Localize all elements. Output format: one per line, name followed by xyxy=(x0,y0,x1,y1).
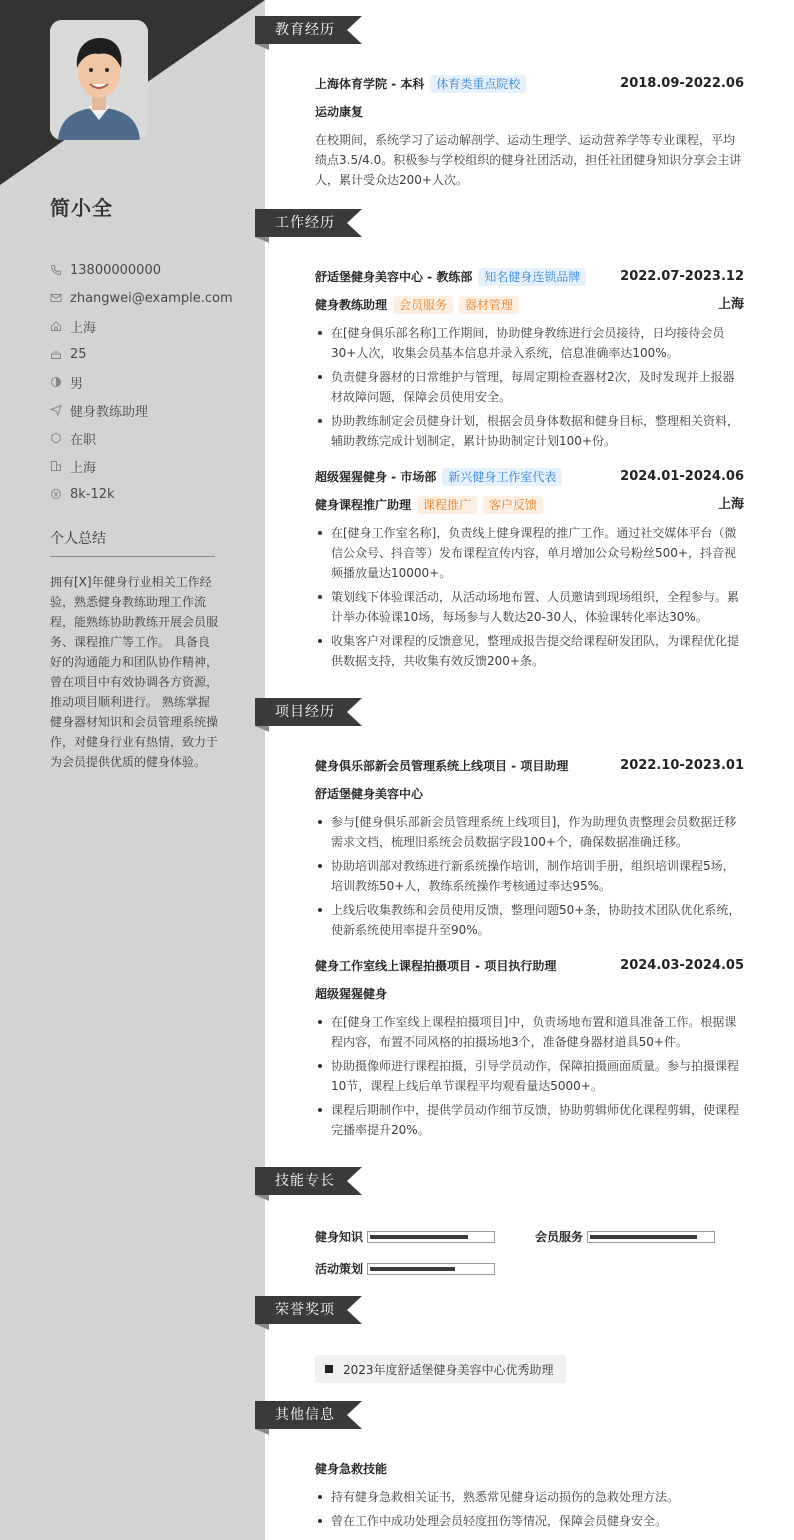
education-description: 在校期间，系统学习了运动解剖学、运动生理学、运动营养学等专业课程，平均绩点3.5/4.0。积极参与学校组织的健身社团活动，担任社团健身知识分享会主讲人，累计受众达200+人次。 xyxy=(315,133,742,187)
project-org-row xyxy=(315,780,744,808)
info-text: zhangwei@example.com xyxy=(70,290,233,306)
project-bullets xyxy=(315,812,744,940)
section-header xyxy=(255,1296,794,1324)
skills-section xyxy=(255,1167,794,1276)
section-title: 技能专长 xyxy=(275,1173,335,1189)
project-org: 舒适堡健身美容中心 xyxy=(315,787,424,801)
phone-icon xyxy=(50,264,62,276)
info-text: 13800000000 xyxy=(70,262,161,278)
position-icon xyxy=(50,404,62,416)
info-text: 在职 xyxy=(70,432,97,448)
project-header-row xyxy=(315,952,744,980)
school-tag: 体育类重点院校 xyxy=(430,75,526,93)
award-text: 2023年度舒适堡健身美容中心优秀助理 xyxy=(343,1362,554,1377)
project-org-row xyxy=(315,980,744,1008)
bullet-item: 协助培训部对教练进行新系统操作培训，制作培训手册，组织培训课程5场，培训教练50+人，教练系统操作考核通过率达95%。 xyxy=(315,856,744,896)
education-entry xyxy=(315,70,744,190)
education-date: 2018.09-2022.06 xyxy=(620,76,744,91)
award-bullet-icon xyxy=(325,1365,333,1373)
section-title: 工作经历 xyxy=(275,215,335,231)
company-tag: 知名健身连锁品牌 xyxy=(478,268,586,286)
profile-name: 简小全 xyxy=(50,196,113,220)
gender-icon xyxy=(50,376,62,388)
school-name: 上海体育学院 - 本科 xyxy=(315,77,425,91)
work-header-row xyxy=(315,463,744,491)
education-major-row xyxy=(315,98,744,126)
info-row-email xyxy=(50,284,233,312)
contact-info-list xyxy=(50,256,233,508)
bullet-item: 参与[健身俱乐部新会员管理系统上线项目]，作为助理负责整理会员数据迁移需求文档，梳理旧系统会员数据字段100+个，确保数据准确迁移。 xyxy=(315,812,744,852)
work-section xyxy=(255,209,794,668)
skill-item xyxy=(535,1228,715,1245)
main-content xyxy=(255,0,794,1540)
skill-name: 活动策划 xyxy=(315,1262,364,1276)
awards-section xyxy=(255,1296,794,1377)
work-location: 上海 xyxy=(717,497,744,512)
info-row-gender xyxy=(50,368,220,396)
section-title: 项目经历 xyxy=(275,704,335,720)
sidebar xyxy=(0,0,265,1540)
avatar xyxy=(50,20,148,140)
info-row-status xyxy=(50,424,220,452)
section-title: 其他信息 xyxy=(275,1407,335,1423)
company-name: 舒适堡健身美容中心 - 教练部 xyxy=(315,270,473,284)
info-row-salary xyxy=(50,480,220,508)
info-text: 上海 xyxy=(70,460,97,476)
projects-section xyxy=(255,698,794,1137)
summary-text: 拥有[X]年健身行业相关工作经验，熟悉健身教练助理工作流程，能熟练协助教练开展会员服务、课程推广等工作。 具备良好的沟通能力和团队协作精神，曾在项目中有效协调各方资源，推动项目顺利进行。 熟练掌握健身器材知识和会员管理系统操作，对健身行业有热情，致力于为会员提供优质的健身体验。 xyxy=(50,575,219,769)
work-header-row xyxy=(315,263,744,291)
company-name: 超级猩猩健身 - 市场部 xyxy=(315,470,437,484)
bullet-item: 上线后收集教练和会员使用反馈，整理问题50+条，协助技术团队优化系统，使新系统使用率提升至90%。 xyxy=(315,900,744,940)
project-entry xyxy=(315,952,744,1144)
education-section xyxy=(255,16,794,187)
skill-level-fill xyxy=(370,1235,468,1239)
section-header xyxy=(255,1401,794,1429)
skill-bar xyxy=(367,1263,495,1275)
bullet-item: 课程后期制作中，提供学员动作细节反馈，协助剪辑师优化课程剪辑，使课程完播率提升20%。 xyxy=(315,1100,744,1140)
other-section xyxy=(255,1401,794,1528)
age-icon xyxy=(50,348,62,360)
work-role-row xyxy=(315,491,744,519)
role-name: 健身教练助理 xyxy=(315,298,388,312)
bullet-item: 协助摄像师进行课程拍摄，引导学员动作，保障拍摄画面质量。参与拍摄课程10节，课程上线后单节课程平均观看量达5000+。 xyxy=(315,1056,744,1096)
award-item xyxy=(315,1355,566,1383)
project-date: 2022.10-2023.01 xyxy=(620,758,744,773)
other-heading-row xyxy=(315,1455,744,1483)
work-entry xyxy=(315,263,744,455)
project-entry xyxy=(315,752,744,944)
work-role-row xyxy=(315,291,744,319)
skill-item xyxy=(315,1260,495,1277)
project-bullets xyxy=(315,1012,744,1140)
section-header xyxy=(255,1167,794,1195)
skill-level-fill xyxy=(370,1267,455,1271)
other-bullets xyxy=(315,1487,744,1531)
info-text: 健身教练助理 xyxy=(70,404,149,420)
skill-bar xyxy=(367,1231,495,1243)
role-tag: 会员服务 xyxy=(393,296,453,314)
bullet-item: 在[健身工作室线上课程拍摄项目]中，负责场地布置和道具准备工作。根据课程内容，布置不同风格的拍摄场地3个，准备健身器材道具50+件。 xyxy=(315,1012,744,1052)
info-row-age xyxy=(50,340,220,368)
bullet-item: 在[健身工作室名称]，负责线上健身课程的推广工作。通过社交媒体平台（微信公众号、抖音等）发布课程宣传内容，单月增加公众号粉丝500+，抖音视频播放量达10000+。 xyxy=(315,523,744,583)
bullet-item: 曾在工作中成功处理会员轻度扭伤等情况，保障会员健身安全。 xyxy=(315,1511,744,1531)
work-bullets xyxy=(315,523,744,671)
info-text: 上海 xyxy=(70,320,97,336)
home-icon xyxy=(50,320,62,332)
project-org: 超级猩猩健身 xyxy=(315,987,388,1001)
bullet-item: 在[健身俱乐部名称]工作期间，协助健身教练进行会员接待，日均接待会员30+人次，收集会员基本信息并录入系统，信息准确率达100%。 xyxy=(315,323,744,363)
other-entry xyxy=(315,1455,744,1535)
bullet-item: 持有健身急救相关证书，熟悉常见健身运动损伤的急救处理方法。 xyxy=(315,1487,744,1507)
work-location: 上海 xyxy=(717,297,744,312)
info-text: 25 xyxy=(70,346,87,362)
info-row-city xyxy=(50,452,220,480)
skill-name: 会员服务 xyxy=(535,1230,584,1244)
skill-item xyxy=(315,1228,495,1245)
bullet-item: 负责健身器材的日常维护与管理，每周定期检查器材2次，及时发现并上报器材故障问题，保障会员使用安全。 xyxy=(315,367,744,407)
work-date: 2022.07-2023.12 xyxy=(620,269,744,284)
skill-name: 健身知识 xyxy=(315,1230,364,1244)
section-title: 教育经历 xyxy=(275,22,335,38)
project-name: 健身俱乐部新会员管理系统上线项目 - 项目助理 xyxy=(315,759,569,773)
skill-level-fill xyxy=(590,1235,697,1239)
role-tag: 客户反馈 xyxy=(483,496,543,514)
info-row-home xyxy=(50,312,220,340)
project-date: 2024.03-2024.05 xyxy=(620,958,744,973)
major-name: 运动康复 xyxy=(315,105,364,119)
status-icon xyxy=(50,432,62,444)
summary-title: 个人总结 xyxy=(50,528,215,557)
bullet-item: 收集客户对课程的反馈意见，整理成报告提交给课程研发团队，为课程优化提供数据支持，共收集有效反馈200+条。 xyxy=(315,631,744,671)
info-text: 8k-12k xyxy=(70,486,115,502)
avatar-photo xyxy=(50,20,148,140)
project-header-row xyxy=(315,752,744,780)
company-tag: 新兴健身工作室代表 xyxy=(442,468,562,486)
section-header xyxy=(255,698,794,726)
email-icon xyxy=(50,292,62,304)
other-heading: 健身急救技能 xyxy=(315,1462,388,1476)
skill-bar xyxy=(587,1231,715,1243)
role-name: 健身课程推广助理 xyxy=(315,498,412,512)
section-title: 荣誉奖项 xyxy=(275,1302,335,1318)
education-header-row xyxy=(315,70,744,98)
role-tag: 器材管理 xyxy=(459,296,519,314)
bullet-item: 协助教练制定会员健身计划，根据会员身体数据和健身目标，整理相关资料，辅助教练完成计划制定，累计协助制定计划100+份。 xyxy=(315,411,744,451)
info-row-phone xyxy=(50,256,220,284)
section-header xyxy=(255,16,794,44)
work-bullets xyxy=(315,323,744,451)
info-row-position xyxy=(50,396,220,424)
section-header xyxy=(255,209,794,237)
work-entry xyxy=(315,463,744,675)
city-icon xyxy=(50,460,62,472)
info-text: 男 xyxy=(70,376,84,392)
project-name: 健身工作室线上课程拍摄项目 - 项目执行助理 xyxy=(315,959,557,973)
bullet-item: 策划线下体验课活动，从活动场地布置、人员邀请到现场组织，全程参与。累计举办体验课10场，每场参与人数达20-30人，体验课转化率达30%。 xyxy=(315,587,744,627)
salary-icon xyxy=(50,488,62,500)
role-tag: 课程推广 xyxy=(417,496,477,514)
work-date: 2024.01-2024.06 xyxy=(620,469,744,484)
